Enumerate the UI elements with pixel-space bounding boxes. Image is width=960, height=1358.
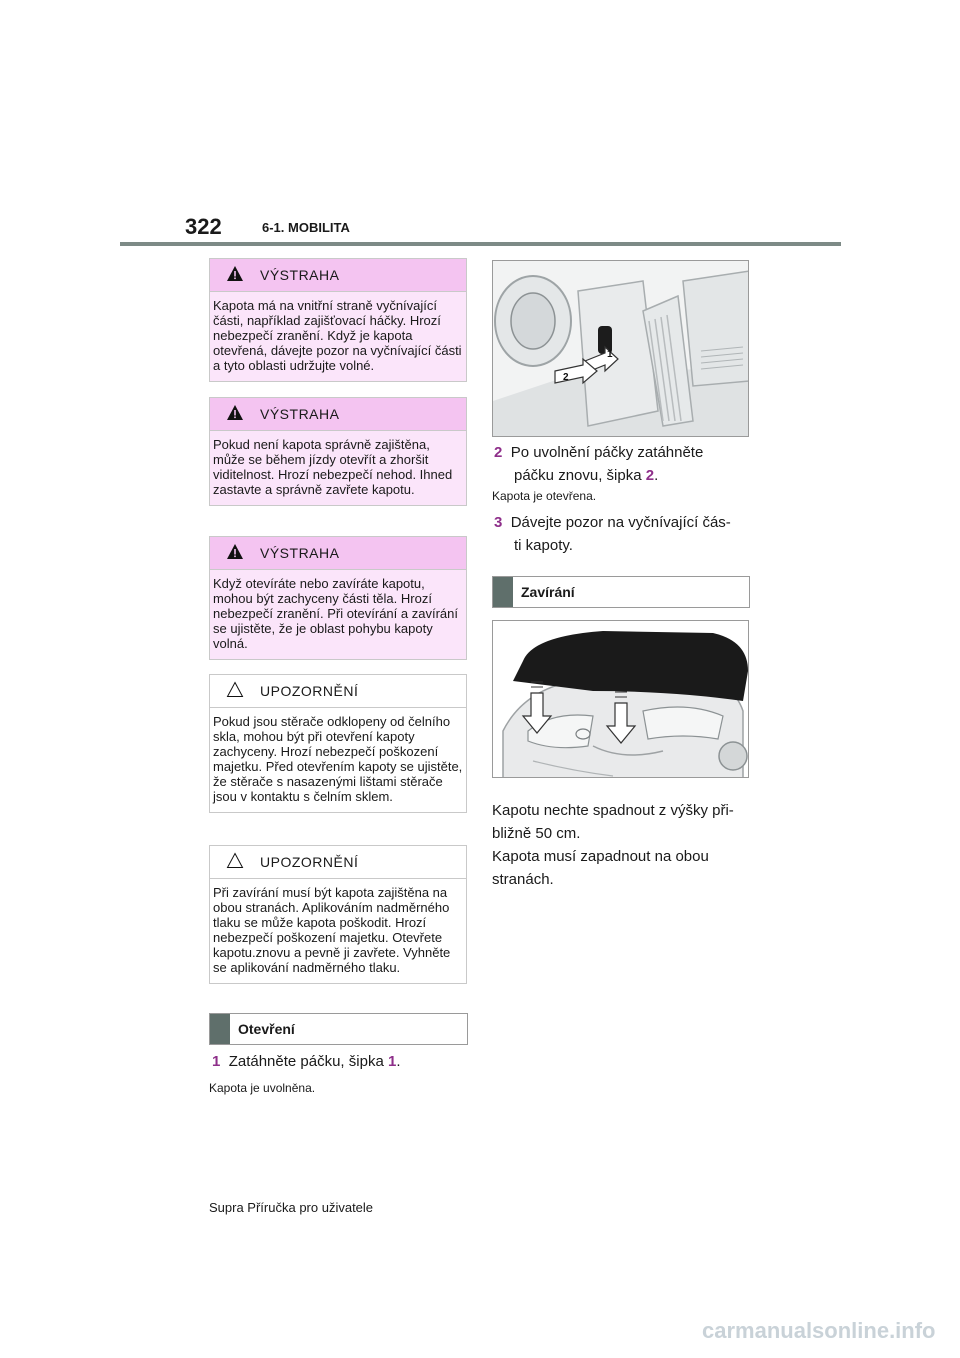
notice-text: Pokud jsou stěrače odklopeny od čelního skla, mohou být při otevření kapoty zachyceny. Hrozí nebezpečí poškození majetku. Před otevřením kapoty se ujistěte, že stěrače s nasazenými lištami stěrače jsou v kontaktu s čelním sklem. (210, 707, 466, 812)
section-bar (210, 1014, 230, 1044)
hood-closing-illustration (492, 620, 749, 778)
caution-triangle-icon (226, 681, 244, 698)
hood-release-drawing (493, 261, 749, 437)
notice-header (210, 675, 466, 707)
warning-text: Když otevíráte nebo zavíráte kapotu, mohou být zachyceny části těla. Hrozí nebezpečí zranění. Při otevírání a zavírání se ujistěte, že je oblast pohybu kapoty volná. (210, 569, 466, 659)
warning-triangle-icon (226, 543, 244, 560)
step-number: 1 (212, 1053, 221, 1070)
warning-header (210, 259, 466, 291)
step-number: 2 (494, 444, 503, 461)
step-2-result: Kapota je otevřena. (492, 489, 597, 503)
notice-box (209, 674, 467, 813)
step-punct: . (654, 467, 659, 484)
warning-box (209, 258, 467, 382)
step-2 (494, 441, 703, 487)
warning-label: VÝSTRAHA (260, 406, 340, 422)
warning-header (210, 537, 466, 569)
caution-triangle-icon (226, 852, 244, 869)
closing-heading-text: Zavírání (521, 584, 575, 600)
warning-label: VÝSTRAHA (260, 267, 340, 283)
step-text: Zatáhněte páčku, šipka (228, 1053, 384, 1070)
page-number: 322 (185, 214, 222, 239)
warning-box (209, 397, 467, 506)
section-bar (493, 577, 513, 607)
notice-header (210, 846, 466, 878)
step-text: Po uvolnění páčky zatáhněte (510, 444, 704, 461)
arrow-ref: 2 (645, 467, 655, 484)
closing-heading (492, 576, 750, 608)
closing-paragraph-2: Kapota musí zapadnout na obou stranách. (492, 848, 709, 888)
warning-header (210, 398, 466, 430)
notice-text: Při zavírání musí být kapota zajištěna na obou stranách. Aplikováním nadměrného tlaku se může kapota poškodit. Hrozí nebezpečí poškození majetku. Otevřete kapotu.znovu a pevně ji zavřete. Vyhněte se aplikování nadměrného tlaku. (210, 878, 466, 983)
warning-label: VÝSTRAHA (260, 545, 340, 561)
hood-release-illustration (492, 260, 749, 437)
watermark: carmanualsonline.info (702, 1318, 936, 1343)
hood-closing-drawing (493, 621, 749, 778)
arrow-label-2: 2 (563, 372, 569, 383)
header-rule (120, 242, 841, 246)
step-3 (494, 511, 731, 557)
arrow-label-1: 1 (607, 349, 613, 360)
step-text: Dávejte pozor na vyčnívající čás- (510, 514, 731, 531)
step-number: 3 (494, 514, 503, 531)
notice-box (209, 845, 467, 984)
warning-triangle-icon (226, 265, 244, 282)
section-title: 6-1. MOBILITA (262, 220, 350, 235)
footer: Supra Příručka pro uživatele (209, 1200, 374, 1215)
warning-text: Kapota má na vnitřní straně vyčnívající části, například zajišťovací háčky. Hrozí nebezpečí zranění. Když je kapota otevřená, dávejte pozor na vyčnívající části a tyto oblasti udržujte volné. (210, 291, 466, 381)
warning-text: Pokud není kapota správně zajištěna, může se během jízdy otevřít a zhoršit viditelnost. Hrozí nebezpečí nehod. Ihned zastavte a správně zavřete kapotu. (210, 430, 466, 505)
warning-triangle-icon (226, 404, 244, 421)
step-punct: . (396, 1053, 401, 1070)
opening-heading-text: Otevření (238, 1021, 295, 1037)
warning-box (209, 536, 467, 660)
notice-label: UPOZORNĚNÍ (260, 683, 359, 699)
arrow-ref: 1 (387, 1053, 397, 1070)
opening-heading (209, 1013, 468, 1045)
step-1 (212, 1050, 400, 1073)
step-text: páčku znovu, šipka (514, 467, 642, 484)
step-1-result: Kapota je uvolněna. (209, 1081, 316, 1095)
closing-paragraph-1: Kapotu nechte spadnout z výšky při-bližně 50 cm. (492, 802, 734, 842)
notice-label: UPOZORNĚNÍ (260, 854, 359, 870)
step-text: ti kapoty. (514, 537, 573, 554)
